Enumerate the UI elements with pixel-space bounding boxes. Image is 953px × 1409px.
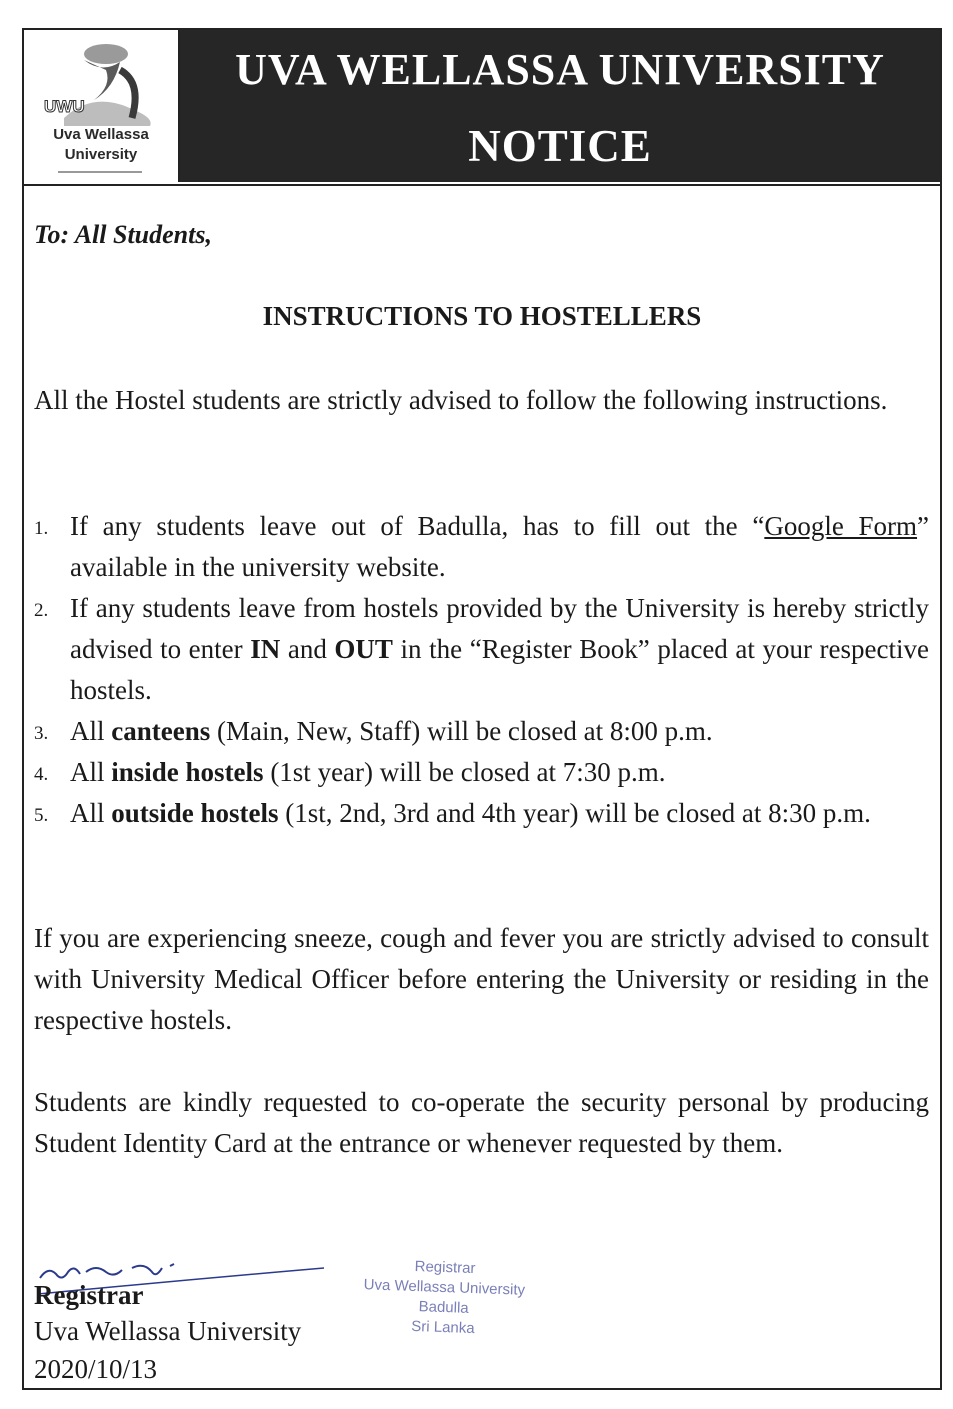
instructions-list	[24, 506, 929, 834]
notice-frame	[22, 28, 942, 1390]
health-note: If you are experiencing sneeze, cough and fever you are strictly advised to consult with University Medical Officer before entering the University or residing in the respective hostels.	[34, 923, 929, 1035]
list-item: 2. If any students leave from hostels provided by the University is hereby strictly advised to enter IN and OUT in the “Register Book” placed at your respective hostels.	[34, 593, 929, 705]
official-stamp: Registrar Uva Wellassa University Badulla Sri Lanka	[363, 1257, 526, 1338]
signature-block	[34, 1250, 634, 1390]
list-item: 1. If any students leave out of Badulla, has to fill out the “Google Form” available in the university website.	[34, 511, 929, 582]
signatory-organization: Uva Wellassa University	[34, 1316, 302, 1346]
signatory-title: Registrar	[34, 1280, 144, 1310]
logo-mark-text: UWU	[44, 97, 85, 116]
notice-label: NOTICE	[468, 121, 652, 171]
addressee: To: All Students,	[34, 220, 212, 249]
notice-date: 2020/10/13	[34, 1354, 158, 1384]
logo-text-line2: University	[64, 146, 138, 163]
logo-text-line1: Uva Wellassa	[53, 126, 149, 143]
list-item: 4. All inside hostels (1st year) will be closed at 7:30 p.m.	[34, 757, 666, 787]
security-note: Students are kindly requested to co-operate the security personal by producing Student Identity Card at the entrance or whenever requested by them.	[34, 1087, 929, 1158]
university-name: UVA WELLASSA UNIVERSITY	[235, 45, 885, 94]
list-item: 5. All outside hostels (1st, 2nd, 3rd and 4th year) will be closed at 8:30 p.m.	[34, 798, 871, 828]
intro-paragraph: All the Hostel students are strictly advised to follow the following instructions.	[34, 385, 888, 415]
university-logo	[24, 30, 180, 182]
notice-header	[24, 30, 940, 186]
list-item: 3. All canteens (Main, New, Staff) will be closed at 8:00 p.m.	[34, 716, 713, 746]
title-banner	[180, 30, 940, 182]
google-form-link[interactable]: Google Form	[764, 511, 918, 541]
notice-heading: INSTRUCTIONS TO HOSTELLERS	[262, 301, 702, 331]
